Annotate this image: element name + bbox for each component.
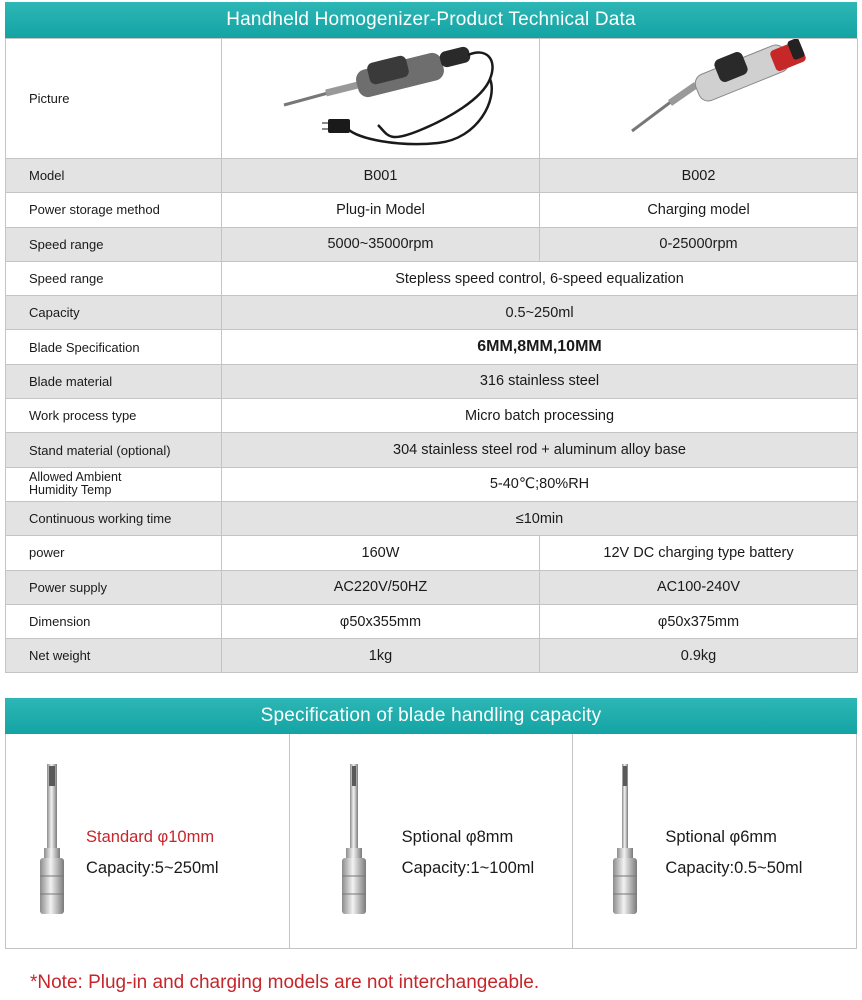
- blade-capacity-title: Specification of blade handling capacity: [260, 705, 602, 726]
- blade-cell: [6, 734, 290, 948]
- row-label: Model: [6, 159, 222, 193]
- row-label: Net weight: [6, 639, 222, 673]
- table-row: [6, 467, 858, 501]
- cordless-homogenizer-icon: [546, 39, 852, 155]
- table-row: [6, 570, 858, 604]
- table-row: [6, 227, 858, 261]
- row-value-b002: AC100-240V: [540, 570, 858, 604]
- blade-name: Sptional φ6mm: [665, 828, 777, 846]
- corded-homogenizer-icon: [228, 39, 534, 155]
- table-row: [6, 536, 858, 570]
- blade-name: Standard φ10mm: [86, 828, 215, 846]
- row-value-shared: Micro batch processing: [222, 399, 858, 433]
- table-row: [6, 364, 858, 398]
- row-value-b002: φ50x375mm: [540, 604, 858, 638]
- row-label: Blade Specification: [6, 330, 222, 364]
- row-label-line: Allowed Ambient: [29, 470, 122, 485]
- dispersing-blade-icon: [611, 764, 639, 914]
- table-row: [6, 501, 858, 535]
- row-label: Continuous working time: [6, 501, 222, 535]
- row-value-shared: 5-40℃;80%RH: [222, 467, 858, 501]
- row-label: power: [6, 536, 222, 570]
- row-value-b002: 0-25000rpm: [540, 227, 858, 261]
- row-value-b001: AC220V/50HZ: [222, 570, 540, 604]
- table-row: [6, 193, 858, 227]
- row-value-shared: ≤10min: [222, 501, 858, 535]
- row-label: Power supply: [6, 570, 222, 604]
- table-row: [6, 604, 858, 638]
- row-value-b001: Plug-in Model: [222, 193, 540, 227]
- row-value-shared: 6MM,8MM,10MM: [222, 330, 858, 364]
- dispersing-blade-icon: [38, 764, 66, 914]
- blade-name: Sptional φ8mm: [401, 828, 514, 846]
- table-row: [6, 261, 858, 295]
- row-value-shared: 304 stainless steel rod + aluminum alloy base: [222, 433, 858, 467]
- blade-cell: [573, 734, 856, 948]
- row-label: Picture: [6, 39, 222, 159]
- row-value-b001: 160W: [222, 536, 540, 570]
- technical-data-table: [5, 38, 858, 673]
- technical-data-banner: [5, 2, 857, 38]
- row-value-b001: 1kg: [222, 639, 540, 673]
- table-row-picture: [6, 39, 858, 159]
- blade-capacity-panel: [5, 734, 857, 949]
- table-row: [6, 639, 858, 673]
- row-value-b001: B001: [222, 159, 540, 193]
- row-value-b002: Charging model: [540, 193, 858, 227]
- interchangeability-note: *Note: Plug-in and charging models are not interchangeable.: [30, 972, 540, 993]
- row-label: Capacity: [6, 296, 222, 330]
- row-value-shared: 316 stainless steel: [222, 364, 858, 398]
- row-label: Speed range: [6, 227, 222, 261]
- row-label: Blade material: [6, 364, 222, 398]
- row-value-shared: 0.5~250ml: [222, 296, 858, 330]
- b001-picture: [222, 39, 540, 159]
- row-value-shared: Stepless speed control, 6-speed equalization: [222, 261, 858, 295]
- blade-capacity: Capacity:0.5~50ml: [665, 859, 803, 877]
- b002-picture: [540, 39, 858, 159]
- blade-capacity-banner: [5, 698, 857, 734]
- table-row: [6, 330, 858, 364]
- blade-capacity: Capacity:5~250ml: [86, 859, 219, 877]
- blade-capacity: Capacity:1~100ml: [401, 859, 535, 877]
- row-value-b001: 5000~35000rpm: [222, 227, 540, 261]
- row-label: Dimension: [6, 604, 222, 638]
- table-row: [6, 296, 858, 330]
- row-value-b002: 12V DC charging type battery: [540, 536, 858, 570]
- blade-cell: [290, 734, 574, 948]
- dispersing-blade-icon: [340, 764, 368, 914]
- row-label: Work process type: [6, 399, 222, 433]
- row-label-line: Humidity Temp: [29, 483, 112, 498]
- technical-data-title: Handheld Homogenizer-Product Technical Data: [226, 9, 636, 30]
- row-label: Stand material (optional): [6, 433, 222, 467]
- table-row: [6, 433, 858, 467]
- table-row: [6, 399, 858, 433]
- row-value-b002: 0.9kg: [540, 639, 858, 673]
- row-value-b001: φ50x355mm: [222, 604, 540, 638]
- row-label: Speed range: [6, 261, 222, 295]
- row-label: [6, 467, 222, 501]
- row-value-b002: B002: [540, 159, 858, 193]
- table-row: [6, 159, 858, 193]
- row-label: Power storage method: [6, 193, 222, 227]
